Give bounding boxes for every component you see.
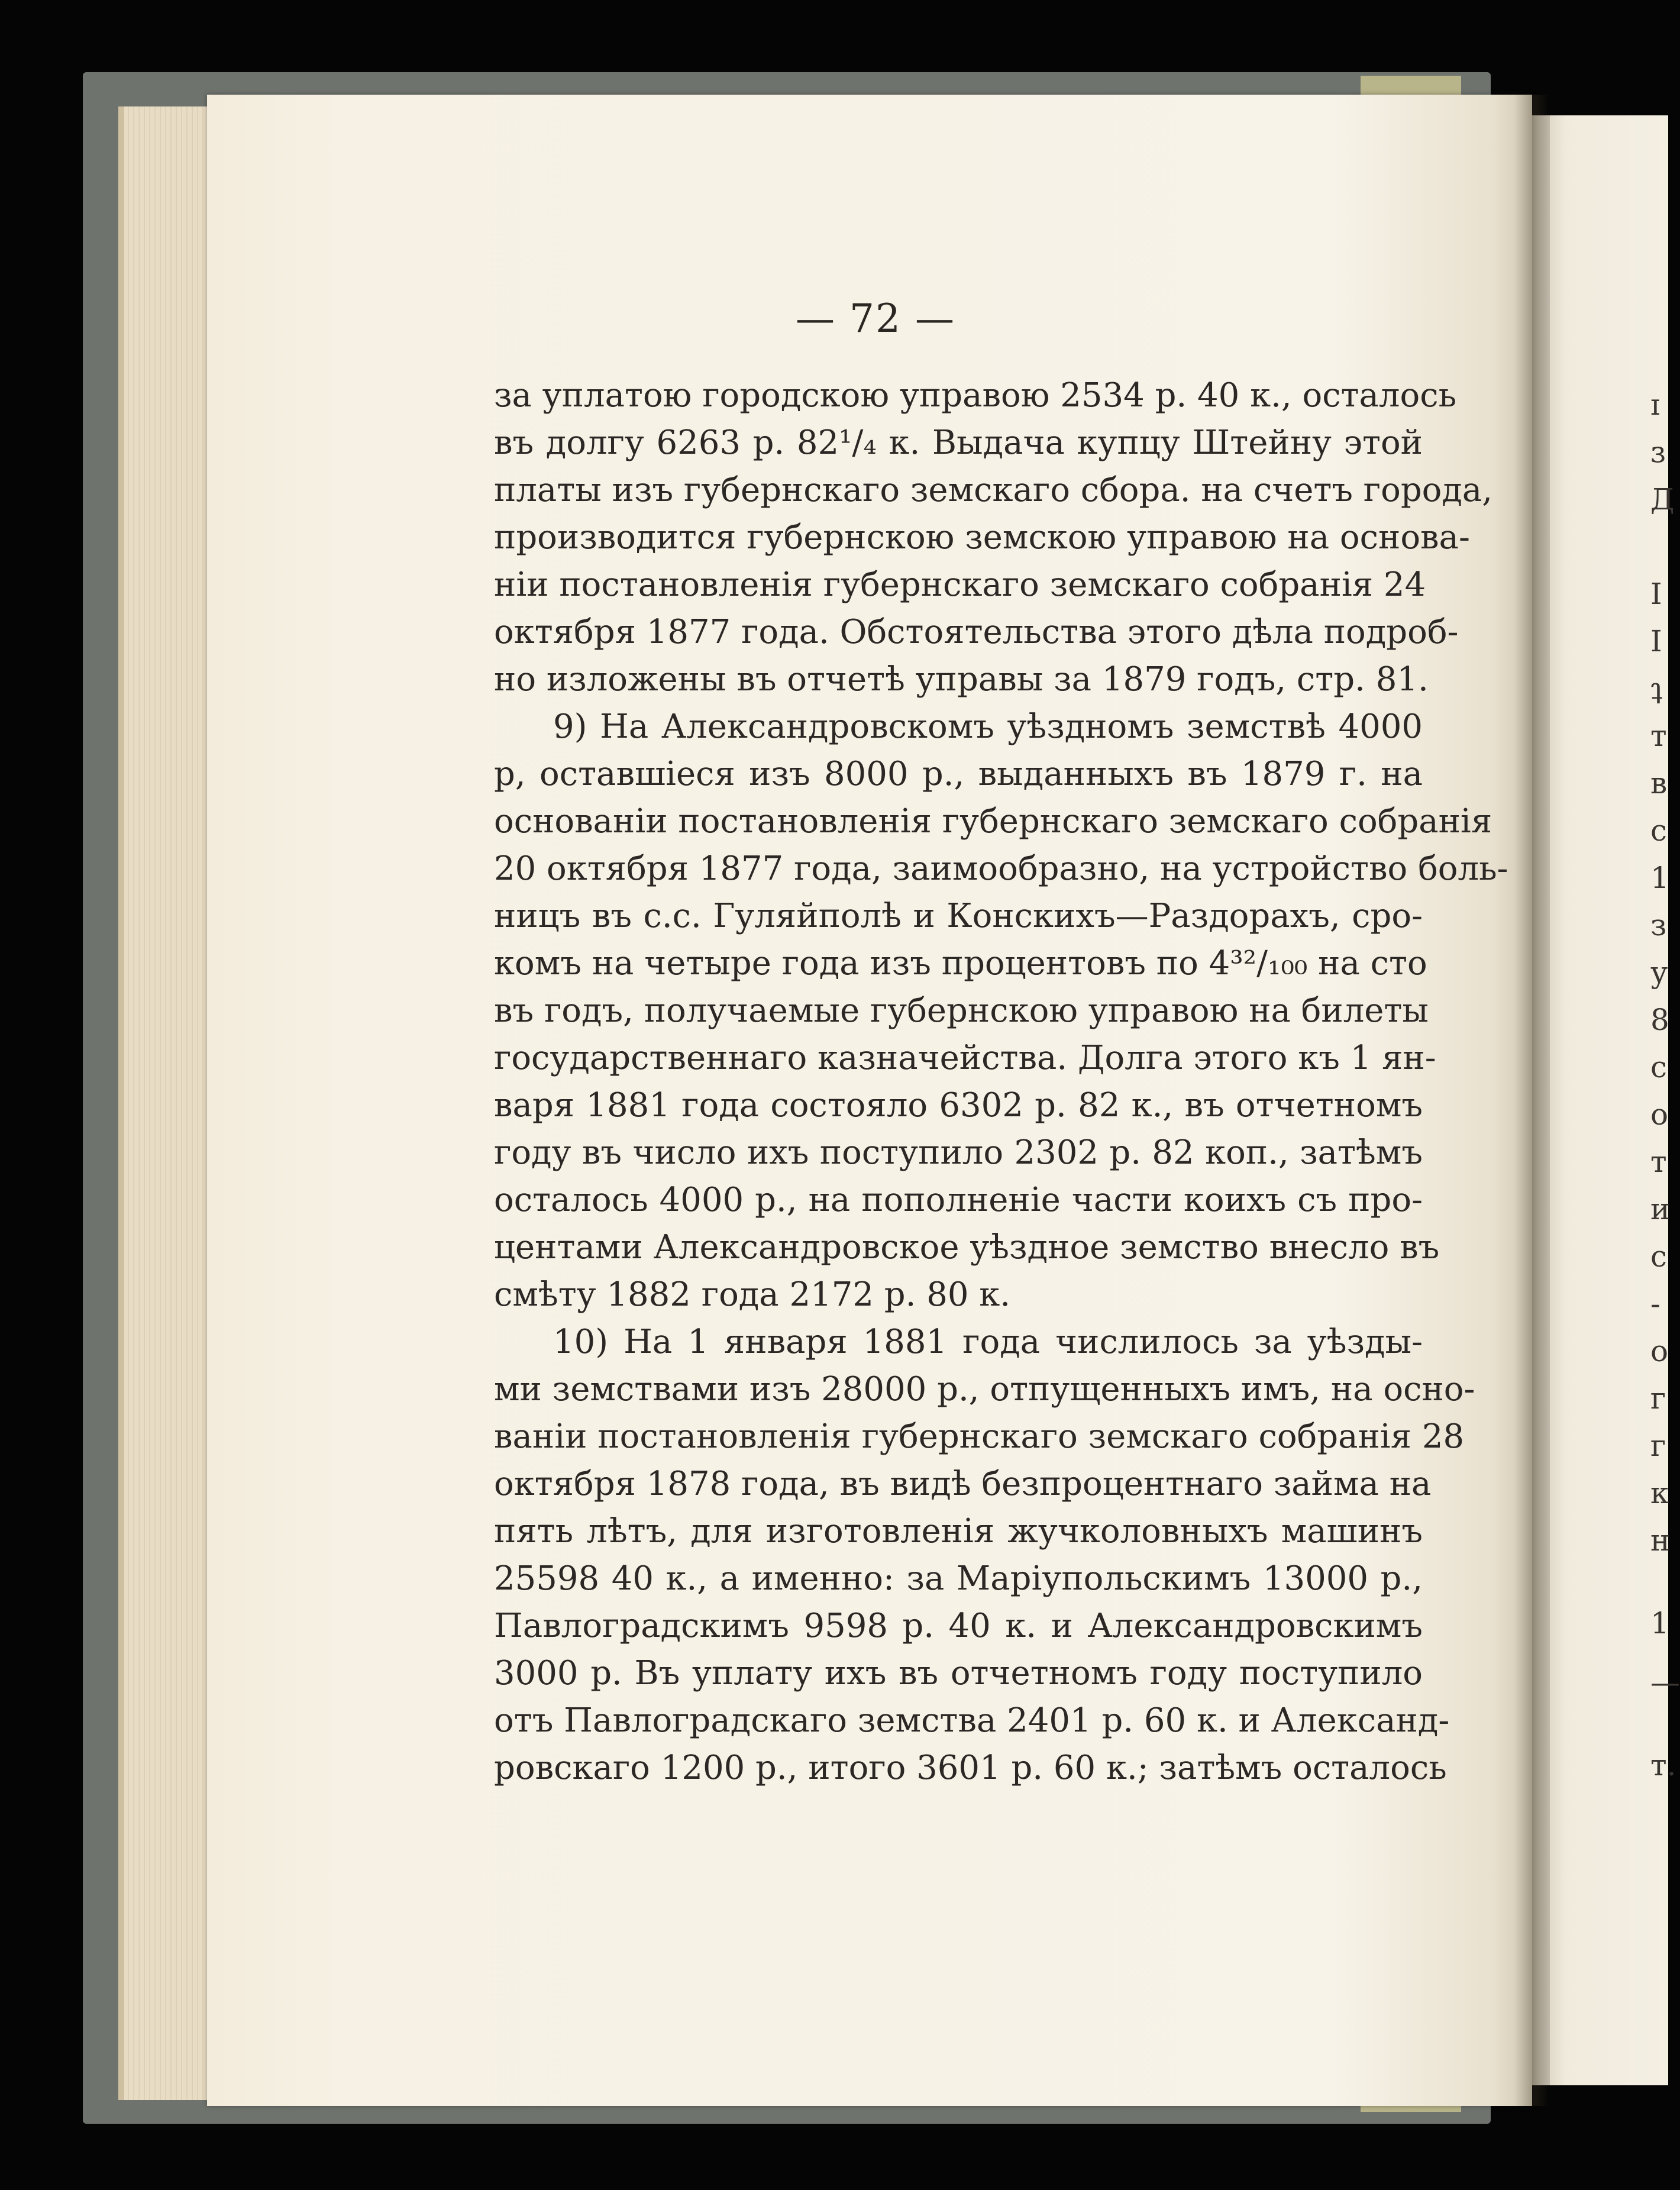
- text-line: октября 1877 года. Обстоятельства этого дѣла подроб-: [494, 613, 1459, 651]
- text-line: комъ на четыре года изъ процентовъ по 4³²/₁₀₀ на сто: [494, 944, 1427, 983]
- facing-page-char: 1: [1650, 861, 1669, 895]
- text-line: ницъ въ с.с. Гуляйполѣ и Конскихъ—Раздорахъ, сро-: [494, 897, 1423, 935]
- facing-page-char: Д: [1650, 482, 1675, 516]
- text-line: государственнаго казначейства. Долга этого къ 1 ян-: [494, 1039, 1436, 1077]
- facing-page-char: ʇ: [1650, 671, 1663, 706]
- text-line: центами Александровское уѣздное земство внесло въ: [494, 1228, 1440, 1267]
- facing-page-char: І: [1650, 624, 1662, 658]
- paragraph-end-line: смѣту 1882 года 2172 р. 80 к.: [494, 1275, 1011, 1314]
- facing-page-char: І: [1650, 577, 1662, 611]
- text-line: отъ Павлоградскаго земства 2401 р. 60 к. и Александ-: [494, 1701, 1450, 1740]
- facing-page-char: с: [1650, 1239, 1668, 1274]
- paragraph-start-line: 10) На 1 января 1881 года числилось за уѣзды-: [553, 1323, 1423, 1361]
- facing-page-char: г: [1650, 1381, 1666, 1416]
- paragraph-start-line: 9) На Александровскомъ уѣздномъ земствѣ 4000: [553, 708, 1423, 746]
- text-line: 20 октября 1877 года, заимообразно, на устройство боль-: [494, 849, 1508, 888]
- facing-page-char: з: [1650, 908, 1667, 942]
- facing-page-char: с: [1650, 813, 1668, 848]
- facing-page-char: н: [1650, 1523, 1671, 1558]
- gutter-shadow: [1514, 95, 1550, 2106]
- text-line: въ долгу 6263 р. 82¹/₄ к. Выдача купцу Штейну этой: [494, 424, 1423, 462]
- text-line: основанiи постановленiя губернскаго земскаго собранiя: [494, 802, 1492, 841]
- facing-page-char: о: [1650, 1334, 1669, 1368]
- facing-page-char: о: [1650, 1097, 1669, 1132]
- facing-page-char: —: [1650, 1665, 1680, 1700]
- facing-page-char: к: [1650, 1476, 1669, 1510]
- text-line: нiи постановленiя губернскаго земскаго собранiя 24: [494, 566, 1426, 604]
- facing-page-char: -: [1650, 1287, 1660, 1321]
- text-line: ванiи постановленiя губернскаго земскаго собранiя 28: [494, 1417, 1465, 1456]
- facing-page-char: в: [1650, 766, 1668, 800]
- text-line: ми земствами изъ 28000 р., отпущенныхъ имъ, на осно-: [494, 1370, 1475, 1409]
- text-line: варя 1881 года состояло 6302 р. 82 к., въ отчетномъ: [494, 1086, 1423, 1125]
- text-line: 3000 р. Въ уплату ихъ въ отчетномъ году поступило: [494, 1654, 1423, 1692]
- text-line: за уплатою городскою управою 2534 р. 40 к., осталось: [494, 376, 1457, 415]
- text-line: Павлоградскимъ 9598 р. 40 к. и Александровскимъ: [494, 1607, 1423, 1645]
- facing-page-char: ɜ: [1650, 435, 1666, 469]
- facing-page-char: с: [1650, 1050, 1668, 1084]
- facing-page-char: 1: [1650, 1606, 1669, 1640]
- facing-page-char: т: [1650, 1145, 1667, 1179]
- text-line: ровскаго 1200 р., итого 3601 р. 60 к.; затѣмъ осталось: [494, 1749, 1447, 1787]
- facing-page-char: у: [1650, 955, 1668, 990]
- text-line: октября 1878 года, въ видѣ безпроцентнаго займа на: [494, 1465, 1432, 1503]
- text-line: въ годъ, получаемые губернскою управою на билеты: [494, 991, 1429, 1030]
- facing-page-char: г: [1650, 1429, 1666, 1463]
- text-line: производится губернскою земскою управою на основа-: [494, 518, 1470, 557]
- facing-page-char: ɪ: [1650, 387, 1660, 422]
- text-line: платы изъ губернскаго земскаго сбора. на счетъ города,: [494, 471, 1493, 509]
- text-line: 25598 40 к., а именно: за Марiупольскимъ 13000 р.,: [494, 1559, 1423, 1598]
- facing-page-char: т: [1650, 719, 1667, 753]
- text-line: но изложены въ отчетѣ управы за 1879 годъ, стр. 81.: [494, 660, 1429, 699]
- text-line: пять лѣтъ, для изготовленiя жучколовныхъ машинъ: [494, 1512, 1423, 1551]
- facing-page-char: и: [1650, 1192, 1671, 1226]
- facing-page-char: 8: [1650, 1003, 1669, 1037]
- page-number: — 72 —: [796, 296, 955, 341]
- facing-page-char: т.: [1650, 1748, 1676, 1782]
- facing-page-edge: [1532, 115, 1671, 2085]
- text-line: осталось 4000 р., на пополненiе части коихъ съ про-: [494, 1181, 1423, 1219]
- text-line: году въ число ихъ поступило 2302 р. 82 коп., затѣмъ: [494, 1133, 1423, 1172]
- text-line: р, оставшiеся изъ 8000 р., выданныхъ въ 1879 г. на: [494, 755, 1423, 793]
